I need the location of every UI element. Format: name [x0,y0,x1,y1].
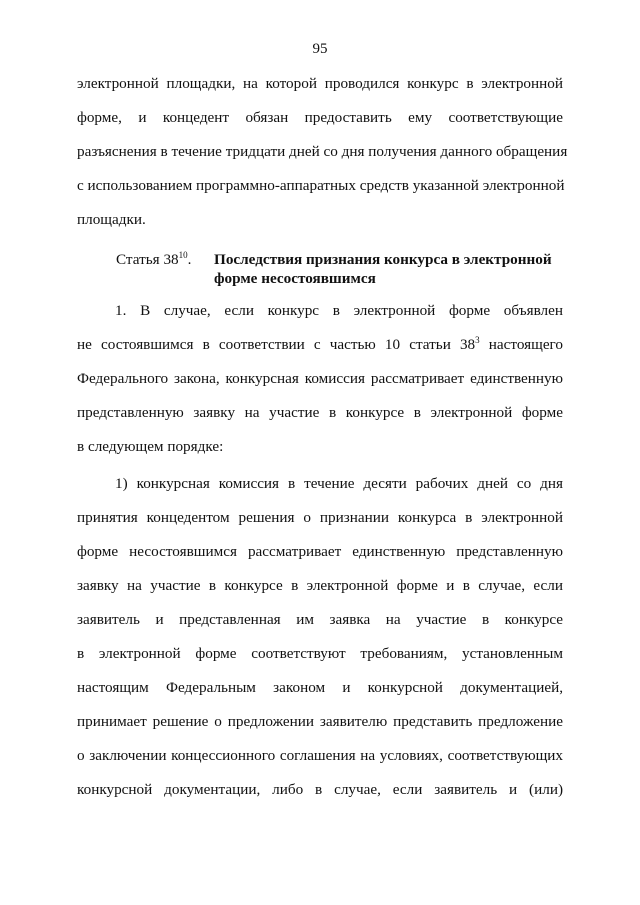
text-line: с использованием программно-аппаратных средств указанной электронной [77,177,565,194]
text-line: заявитель и представленная им заявка на участие в конкурсе [77,611,563,628]
text-line: о заключении концессионного соглашения на условиях, соответствующих [77,747,563,764]
article-title [214,250,564,288]
text-line: 1) конкурсная комиссия в течение десяти рабочих дней со дня [115,475,563,492]
reference-superscript: 3 [475,335,480,345]
paragraph-list-item-1 [77,467,563,807]
text-line: в следующем порядке: [77,438,224,455]
text-line: в электронной форме соответствуют требованиям, установленным [77,645,563,662]
text-line: форме, и концедент обязан предоставить ему соответствующие [77,109,563,126]
article-title-line: форме несостоявшимся [214,270,376,287]
text-line: электронной площадки, на которой проводился конкурс в электронной [77,75,563,92]
text-line: конкурсной документации, либо в случае, если заявитель и (или) [77,781,563,798]
text-line: принимает решение о предложении заявителю представить предложение [77,713,563,730]
article-label-superscript: 10 [178,250,188,260]
paragraph-1 [77,294,563,464]
text-line: представленную заявку на участие в конкурсе в электронной форме [77,404,563,421]
text-line: разъяснения в течение тридцати дней со дня получения данного обращения [77,143,568,160]
text-line: Федерального закона, конкурсная комиссия рассматривает единственную [77,370,563,387]
text-line: заявку на участие в конкурсе в электронной форме и в случае, если [77,577,563,594]
text-line: площадки. [77,211,146,228]
paragraph-continuation [77,67,568,237]
text-line: не состоявшимся в соответствии с частью 10 статьи $38^3$ настоящего [77,335,564,353]
page-number: 95 [312,41,328,57]
text-line: 1. В случае, если конкурс в электронной форме объявлен [115,302,563,319]
article-label: Статья $38^{10}$. [116,250,192,268]
article-title-line: Последствия признания конкурса в электронной [214,251,552,268]
text-line: принятия концедентом решения о признании конкурса в электронной [77,509,563,526]
text-line: форме несостоявшимся рассматривает единственную представленную [77,543,563,560]
text-line: настоящим Федеральным законом и конкурсной документацией, [77,679,563,696]
